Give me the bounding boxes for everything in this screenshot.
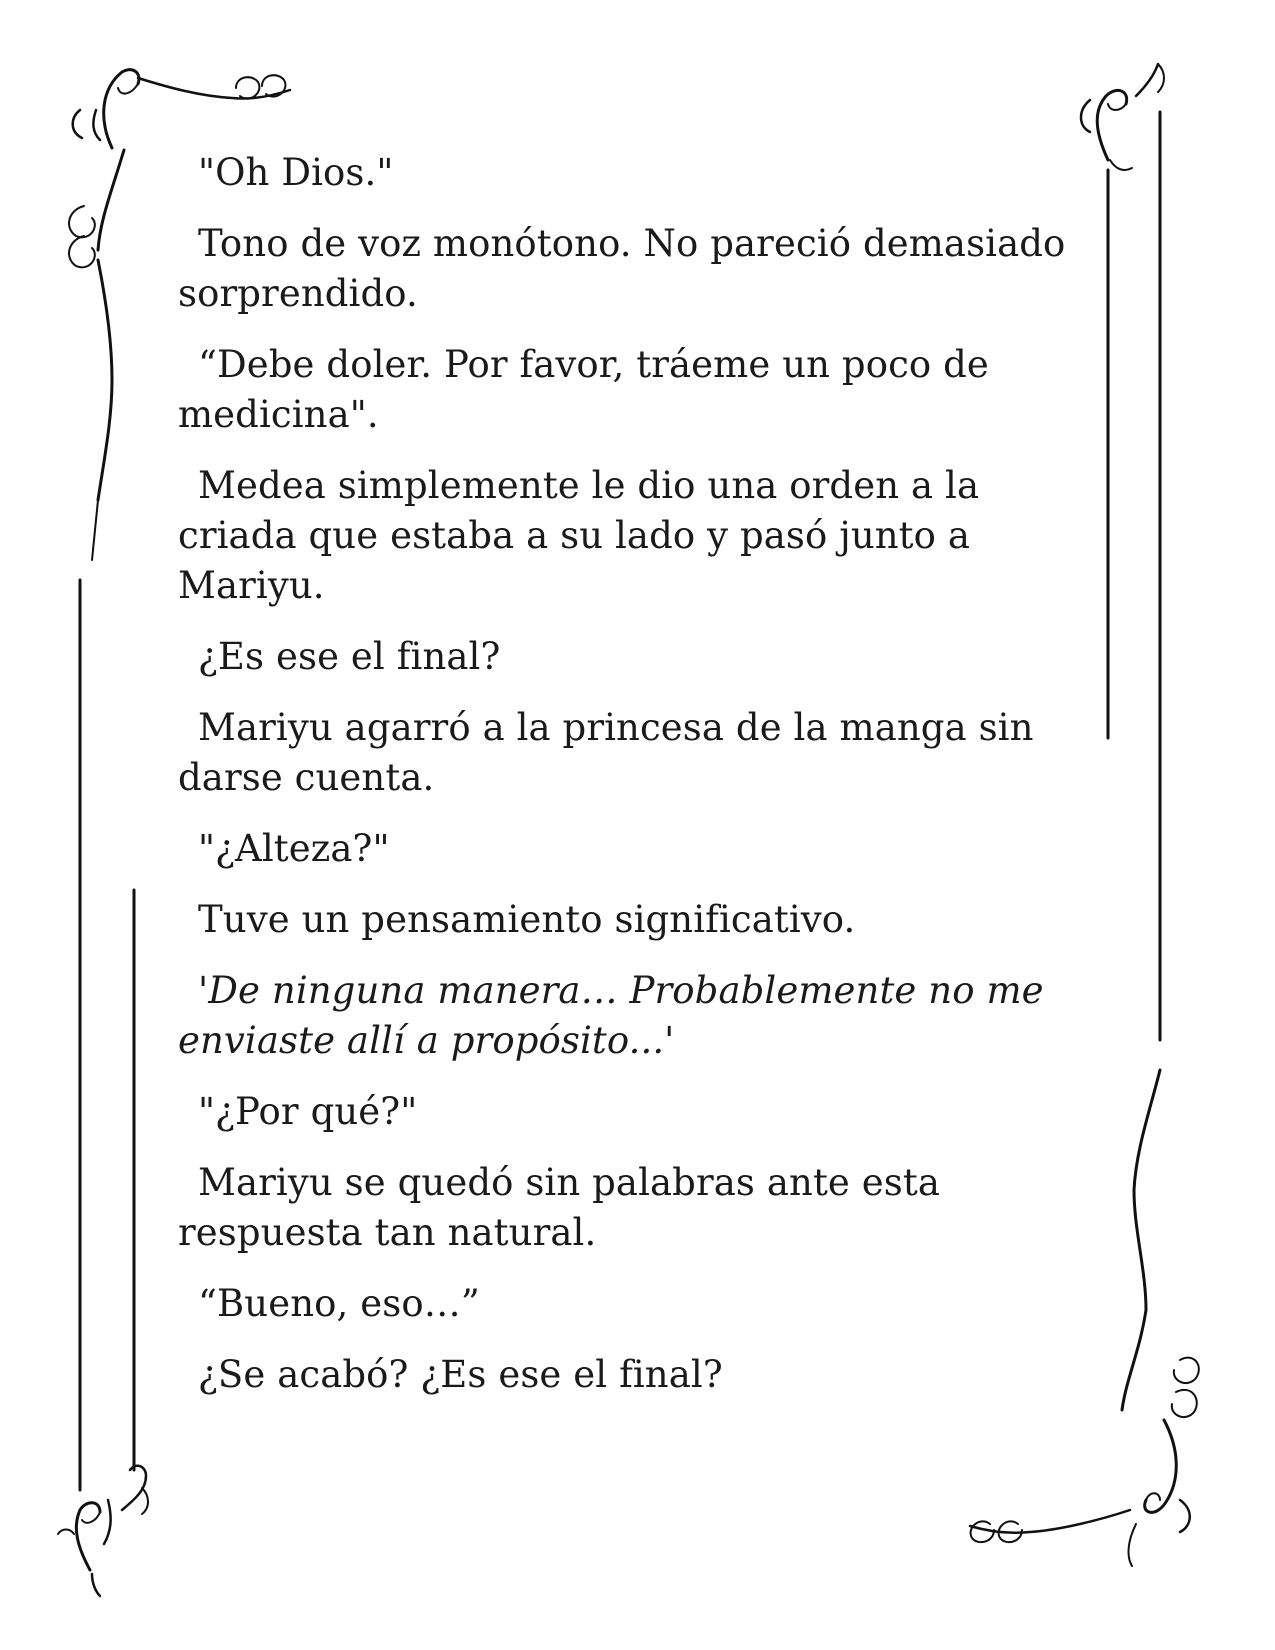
paragraph: "Oh Dios." — [198, 151, 394, 194]
paragraph: Mariyu agarró a la princesa de la manga sin darse cuenta. — [178, 706, 1034, 799]
paragraph: Tono de voz monótono. No pareció demasiado sorprendido. — [178, 222, 1066, 315]
paragraph: Tuve un pensamiento significativo. — [198, 898, 856, 941]
top-right-flourish-icon — [1081, 64, 1164, 170]
paragraph: "¿Alteza?" — [198, 827, 390, 870]
paragraph: "¿Por qué?" — [198, 1090, 418, 1133]
paragraph: Mariyu se quedó sin palabras ante esta respuesta tan natural. — [178, 1161, 940, 1254]
paragraph: “Bueno, eso…” — [198, 1282, 480, 1325]
paragraph: ¿Es ese el final? — [198, 635, 501, 678]
italic-paragraph: 'De ninguna manera… Probablemente no me enviaste allí a propósito...' — [178, 969, 1044, 1062]
paragraph: Medea simplemente le dio una orden a la criada que estaba a su lado y pasó junto a Mariyu. — [178, 464, 980, 607]
bottom-left-flourish-icon — [58, 1466, 148, 1596]
paragraph: “Debe doler. Por favor, tráeme un poco de medicina". — [178, 343, 989, 436]
paragraph: ¿Se acabó? ¿Es ese el final? — [198, 1353, 723, 1396]
text-column — [178, 148, 1078, 1421]
